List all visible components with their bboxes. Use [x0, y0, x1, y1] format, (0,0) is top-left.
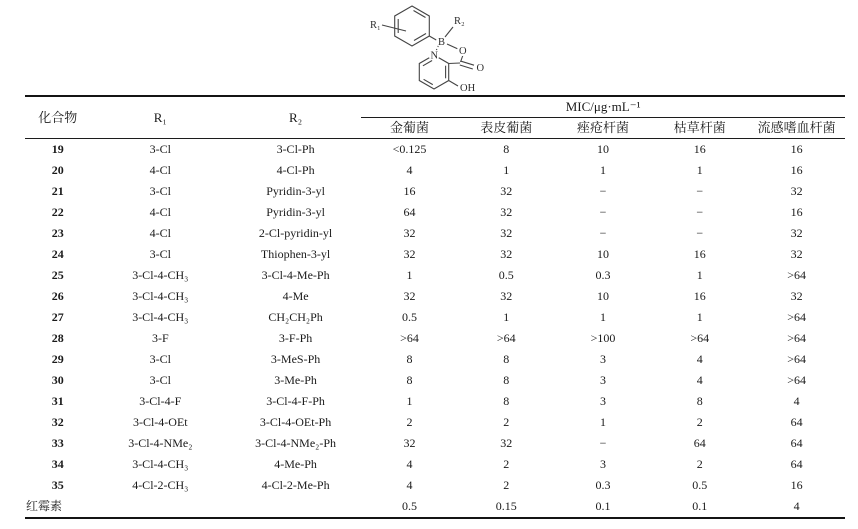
table-row — [25, 223, 845, 244]
mic-value-cell: 10 — [597, 142, 610, 156]
table-row — [25, 370, 845, 391]
table-row — [25, 202, 845, 223]
r1-cell: 3-Cl-4-CH₃ — [132, 310, 189, 324]
r1-cell: 3-Cl — [149, 352, 171, 366]
mic-value-cell: 0.5 — [692, 478, 708, 492]
r2-substituent-label: R₂ — [454, 16, 465, 27]
r2-cell: 3-MeS-Ph — [270, 352, 321, 366]
mic-value-cell: 64 — [403, 205, 416, 219]
r2-cell: 4-Me-Ph — [274, 457, 317, 471]
mic-value-cell: 1 — [600, 163, 607, 177]
mic-value-cell: 32 — [403, 289, 416, 303]
mic-value-cell: 16 — [693, 289, 706, 303]
table-row — [25, 139, 845, 161]
mic-value-cell: 16 — [403, 184, 416, 198]
mic-value-cell: − — [599, 226, 607, 240]
mic-value-cell: 32 — [500, 205, 513, 219]
r1-cell: 3-Cl — [149, 373, 171, 387]
r1-cell: 3-F — [151, 331, 169, 345]
mic-value-cell: >64 — [787, 331, 806, 345]
mic-value-cell: 32 — [500, 184, 513, 198]
mic-value-cell: 0.3 — [595, 478, 611, 492]
r1-cell: 3-Cl — [149, 184, 171, 198]
mic-value-cell: <0.125 — [392, 142, 427, 156]
table-row — [25, 454, 845, 475]
r1-cell: 3-Cl-4-NMe₂ — [128, 436, 193, 450]
mic-value-cell: >100 — [590, 331, 616, 345]
r2-cell: Thiophen-3-yl — [260, 247, 331, 261]
mic-value-cell: 4 — [406, 478, 413, 492]
mic-value-cell: 0.5 — [498, 268, 514, 282]
mic-value-cell: 16 — [693, 247, 706, 261]
mic-value-cell: 32 — [403, 226, 416, 240]
r1-cell — [91, 496, 230, 518]
table-row — [25, 307, 845, 328]
mic-value-cell: 1 — [696, 310, 703, 324]
mic-value-cell: 64 — [790, 457, 803, 471]
carbonyl-oxygen-label: O — [476, 63, 485, 74]
compound-cell: 32 — [51, 415, 64, 429]
mic-value-cell: 3 — [600, 352, 607, 366]
header-compound: 化合物 — [25, 96, 91, 139]
mic-value-cell: 10 — [597, 247, 610, 261]
mic-value-cell: 1 — [406, 394, 413, 408]
mic-value-cell: 1 — [696, 163, 703, 177]
compound-cell: 30 — [51, 373, 64, 387]
mic-value-cell: 32 — [500, 247, 513, 261]
r2-cell: 3-Cl-4-F-Ph — [266, 394, 325, 408]
mic-value-cell: 0.5 — [402, 499, 418, 513]
mic-value-cell: 16 — [693, 142, 706, 156]
mic-value-cell: 16 — [790, 205, 803, 219]
r2-cell: Pyridin-3-yl — [266, 184, 325, 198]
mic-value-cell: 3 — [600, 457, 607, 471]
compound-cell: 23 — [51, 226, 64, 240]
mic-value-cell: 0.1 — [692, 499, 708, 513]
table-row — [25, 475, 845, 496]
mic-value-cell: >64 — [787, 352, 806, 366]
mic-value-cell: >64 — [496, 331, 516, 345]
table-row — [25, 412, 845, 433]
table-row — [25, 391, 845, 412]
mic-value-cell: 4 — [793, 499, 800, 513]
r2-cell: 3-Cl-Ph — [276, 142, 315, 156]
compound-cell: 28 — [51, 331, 64, 345]
mic-value-cell: 4 — [406, 163, 413, 177]
mic-value-cell: 3 — [600, 373, 607, 387]
mic-table — [25, 95, 845, 519]
mic-value-cell: 32 — [790, 289, 803, 303]
mic-value-cell: − — [599, 436, 607, 450]
r2-cell: 4-Cl-2-Me-Ph — [261, 478, 330, 492]
r1-cell: 3-Cl-4-CH₃ — [132, 289, 189, 303]
ring-oxygen-label: O — [459, 46, 467, 57]
mic-value-cell: 4 — [696, 352, 703, 366]
header-s-epidermidis: 表皮葡菌 — [458, 118, 555, 139]
mic-value-cell: 1 — [696, 268, 703, 282]
r1-cell: 3-Cl — [149, 142, 171, 156]
compound-cell: 21 — [51, 184, 64, 198]
compound-cell: 33 — [51, 436, 64, 450]
header-s-aureus: 金葡菌 — [361, 118, 458, 139]
r1-cell: 4-Cl — [149, 205, 171, 219]
r2-cell: Pyridin-3-yl — [266, 205, 325, 219]
mic-value-cell: 0.3 — [595, 268, 611, 282]
r2-cell: CH₂CH₂Ph — [268, 310, 323, 324]
mic-value-cell: 3 — [600, 394, 607, 408]
compound-cell: 19 — [51, 142, 64, 156]
mic-value-cell: 4 — [793, 394, 800, 408]
table-row — [25, 181, 845, 202]
mic-value-cell: >64 — [787, 310, 806, 324]
compound-cell: 26 — [51, 289, 64, 303]
mic-value-cell: 2 — [696, 415, 703, 429]
mic-value-cell: 4 — [696, 373, 703, 387]
header-row-top — [25, 96, 845, 118]
compound-cell: 29 — [51, 352, 64, 366]
r1-cell: 3-Cl-4-F — [139, 394, 182, 408]
r1-substituent-label: R₁ — [370, 20, 381, 31]
header-p-acnes: 痤疮杆菌 — [555, 118, 652, 139]
mic-value-cell: 0.1 — [595, 499, 611, 513]
mic-value-cell: 16 — [790, 142, 803, 156]
hydroxyl-label: OH — [460, 83, 476, 94]
r2-cell: 3-Cl-4-Me-Ph — [261, 268, 330, 282]
table-body — [25, 139, 845, 519]
mic-value-cell: 1 — [600, 310, 607, 324]
mic-value-cell: 8 — [503, 142, 510, 156]
mic-value-cell: 32 — [500, 289, 513, 303]
mic-value-cell: 16 — [790, 163, 803, 177]
header-r2: R₂ — [230, 96, 361, 139]
mic-value-cell: 32 — [790, 184, 803, 198]
r1-cell: 4-Cl — [149, 163, 171, 177]
mic-value-cell: >64 — [787, 268, 806, 282]
mic-value-cell: 64 — [790, 436, 803, 450]
mic-value-cell: 2 — [503, 457, 510, 471]
mic-value-cell: 32 — [403, 436, 416, 450]
table-row — [25, 265, 845, 286]
header-b-subtilis: 枯草杆菌 — [651, 118, 748, 139]
mic-value-cell: 8 — [696, 394, 703, 408]
mic-value-cell: 32 — [500, 226, 513, 240]
mic-value-cell: − — [696, 205, 704, 219]
mic-value-cell: 8 — [503, 352, 510, 366]
mic-value-cell: − — [696, 184, 704, 198]
mic-value-cell: 2 — [696, 457, 703, 471]
r2-cell: 4-Me — [282, 289, 309, 303]
mic-value-cell: 1 — [503, 163, 510, 177]
table-row — [25, 160, 845, 181]
table-row — [25, 328, 845, 349]
mic-value-cell: >64 — [690, 331, 710, 345]
mic-value-cell: 1 — [600, 415, 607, 429]
mic-value-cell: 8 — [503, 373, 510, 387]
table-row — [25, 349, 845, 370]
mic-value-cell: >64 — [400, 331, 419, 345]
r1-cell: 3-Cl-4-OEt — [132, 415, 188, 429]
boron-atom-label: B — [438, 37, 446, 48]
compound-cell: 20 — [51, 163, 64, 177]
chemical-structure-figure — [0, 0, 858, 94]
mic-value-cell: 0.5 — [402, 310, 418, 324]
table-row — [25, 286, 845, 307]
compound-cell: 27 — [51, 310, 64, 324]
table-row — [25, 433, 845, 454]
r2-cell: 3-Cl-4-NMe₂-Ph — [255, 436, 336, 450]
compound-cell: 31 — [51, 394, 64, 408]
mic-value-cell: 2 — [503, 415, 510, 429]
mic-value-cell: 16 — [790, 478, 803, 492]
mic-value-cell: 0.15 — [495, 499, 517, 513]
mic-value-cell: 1 — [503, 310, 510, 324]
mic-value-cell: − — [696, 226, 704, 240]
mic-value-cell: − — [599, 205, 607, 219]
mic-value-cell: 32 — [790, 226, 803, 240]
r1-cell: 4-Cl-2-CH₃ — [132, 478, 189, 492]
mic-value-cell: − — [599, 184, 607, 198]
nitrogen-atom-label: N — [430, 50, 439, 62]
mic-value-cell: 2 — [503, 478, 510, 492]
compound-cell: 25 — [51, 268, 64, 282]
compound-cell: 34 — [51, 457, 64, 471]
mic-value-cell: 32 — [790, 247, 803, 261]
r2-cell: 3-Cl-4-OEt-Ph — [259, 415, 332, 429]
mic-value-cell: 32 — [403, 247, 416, 261]
mic-value-cell: 2 — [406, 415, 413, 429]
r1-cell: 3-Cl — [149, 247, 171, 261]
r2-cell: 2-Cl-pyridin-yl — [258, 226, 333, 240]
header-h-influenzae: 流感嗜血杆菌 — [748, 118, 845, 139]
mic-value-cell: 8 — [406, 373, 413, 387]
header-mic-group: MIC/μg·mL⁻¹ — [361, 96, 845, 118]
mic-value-cell: 10 — [597, 289, 610, 303]
header-r1: R₁ — [91, 96, 230, 139]
mic-value-cell: 32 — [500, 436, 513, 450]
mic-value-cell: 64 — [790, 415, 803, 429]
mic-value-cell: 4 — [406, 457, 413, 471]
r2-cell: 4-Cl-Ph — [276, 163, 315, 177]
compound-cell: 22 — [51, 205, 64, 219]
r1-cell: 4-Cl — [149, 226, 171, 240]
chemical-structure — [362, 2, 532, 94]
mic-value-cell: 8 — [503, 394, 510, 408]
table-row — [25, 244, 845, 265]
r2-cell: 3-Me-Ph — [274, 373, 317, 387]
r1-cell: 3-Cl-4-CH₃ — [132, 268, 189, 282]
mic-value-cell: 64 — [693, 436, 706, 450]
compound-cell: 35 — [51, 478, 64, 492]
r2-cell — [230, 496, 361, 518]
compound-cell: 24 — [51, 247, 64, 261]
mic-value-cell: 8 — [406, 352, 413, 366]
mic-value-cell: >64 — [787, 373, 806, 387]
r1-cell: 3-Cl-4-CH₃ — [132, 457, 189, 471]
r2-cell: 3-F-Ph — [278, 331, 313, 345]
table-row — [25, 496, 845, 518]
mic-value-cell: 1 — [406, 268, 413, 282]
compound-cell: 红霉素 — [26, 499, 63, 513]
